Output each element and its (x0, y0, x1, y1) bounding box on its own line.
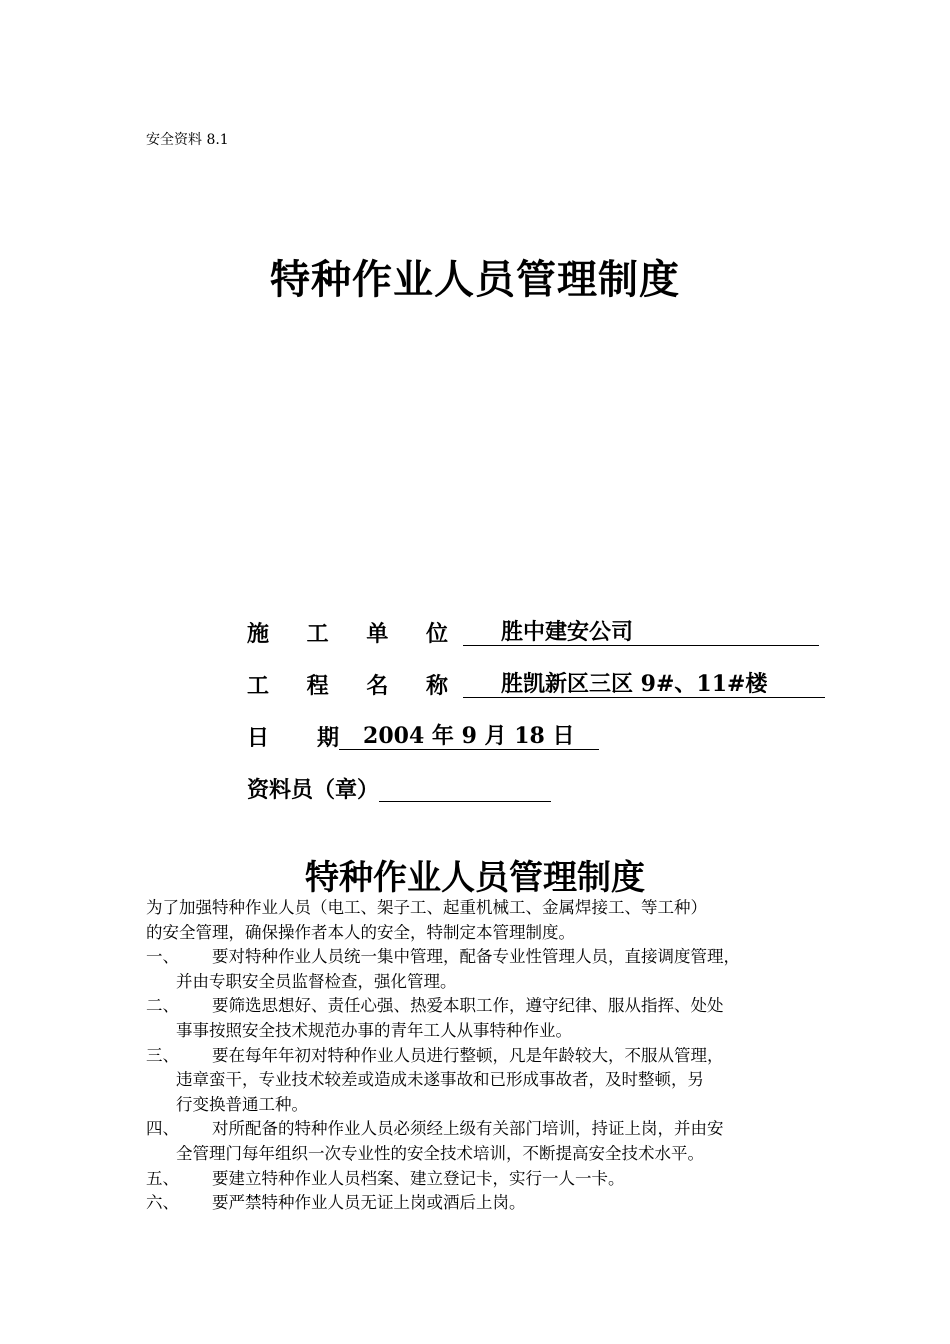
date-label (247, 721, 339, 752)
rule-text: 要建立特种作业人员档案、建立登记卡，实行一人一卡。 (212, 1168, 625, 1188)
rule-number: 二、 (146, 996, 179, 1016)
cover-info-block (247, 606, 825, 814)
date-row (247, 710, 825, 762)
rule-item-2 (146, 994, 826, 1019)
date-value: 2004 年 9 月 18 日 (339, 723, 599, 750)
rule-text: 对所配备的特种作业人员必须经上级有关部门培训，持证上岗，并由安 (212, 1119, 724, 1139)
rule-number: 四、 (146, 1119, 179, 1139)
intro-line: 为了加强特种作业人员（电工、架子工、起重机械工、金属焊接工、等工种） (146, 898, 707, 917)
clerk-signature-line (379, 775, 551, 802)
rule-number: 六、 (146, 1193, 179, 1213)
body-title: 特种作业人员管理制度 (305, 858, 645, 898)
rule-number: 三、 (146, 1045, 179, 1065)
project-name-row (247, 658, 825, 710)
date-label-char-2: 期 (317, 724, 340, 751)
intro-paragraph (146, 896, 826, 945)
rule-number: 五、 (146, 1168, 179, 1188)
rule-number: 一、 (146, 947, 179, 967)
rule-item-6 (146, 1191, 826, 1216)
rule-continuation: 全管理门每年组织一次专业性的安全技术培训，不断提高安全技术水平。 (176, 1143, 704, 1163)
rule-item-1 (146, 945, 826, 970)
rule-continuation: 并由专职安全员监督检查，强化管理。 (176, 971, 457, 991)
construction-unit-label: 施 工 单 位 (247, 620, 463, 647)
rule-text: 要严禁特种作业人员无证上岗或酒后上岗。 (212, 1193, 526, 1213)
clerk-label: 资料员（章） (247, 776, 380, 803)
construction-unit-row (247, 606, 825, 658)
intro-line: 的安全管理，确保操作者本人的安全，特制定本管理制度。 (146, 922, 575, 942)
rule-item-5 (146, 1167, 826, 1192)
rule-text: 要筛选思想好、责任心强、热爱本职工作，遵守纪律、服从指挥、处处 (212, 996, 724, 1016)
regulation-body (146, 896, 826, 1216)
clerk-row (247, 762, 825, 814)
rule-item-4 (146, 1117, 826, 1142)
date-label-char-1: 日 (247, 724, 270, 751)
rule-continuation: 行变换普通工种。 (176, 1094, 308, 1114)
construction-unit-value: 胜中建安公司 (463, 619, 819, 646)
rule-continuation: 违章蛮干，专业技术较差或造成未遂事故和已形成事故者，及时整顿，另 (176, 1070, 704, 1090)
rule-text: 要在每年年初对特种作业人员进行整顿，凡是年龄较大，不服从管理， (212, 1045, 724, 1065)
rule-item-3 (146, 1044, 826, 1069)
project-name-value: 胜凯新区三区 9#、11#楼 (463, 671, 825, 698)
project-name-label: 工 程 名 称 (247, 672, 463, 699)
cover-title: 特种作业人员管理制度 (270, 257, 680, 303)
rule-text: 要对特种作业人员统一集中管理，配备专业性管理人员，直接调度管理， (212, 947, 740, 967)
rule-continuation: 事事按照安全技术规范办事的青年工人从事特种作业。 (176, 1020, 572, 1040)
document-code: 安全资料 8.1 (146, 132, 229, 148)
